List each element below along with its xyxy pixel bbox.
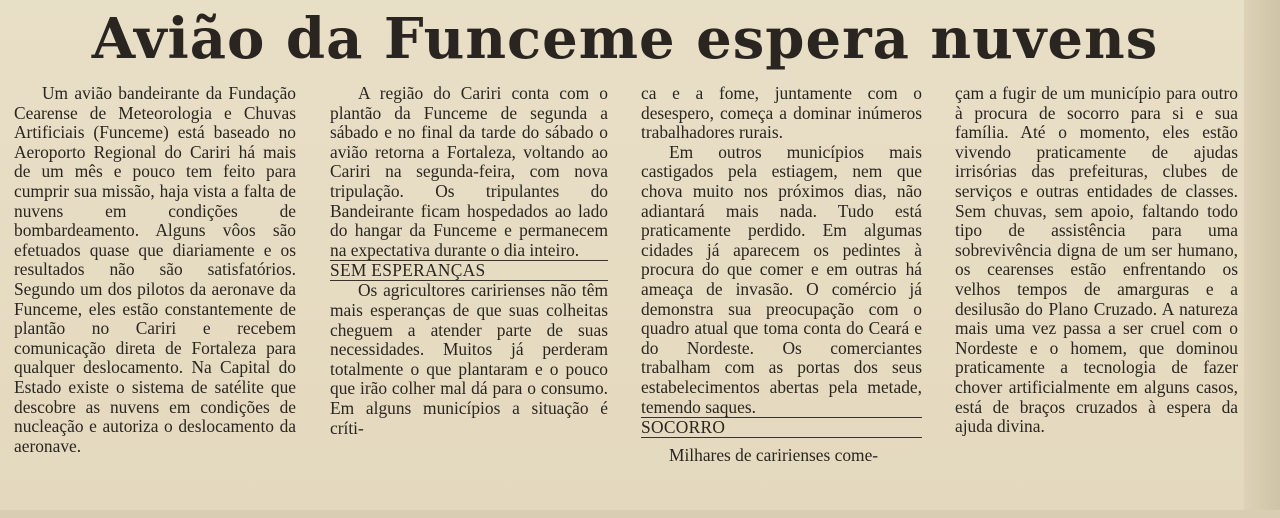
headline: Avião da Funceme espera nuvens	[91, 6, 1159, 72]
article-column-2	[330, 84, 608, 438]
paragraph: Os agricultores caririenses não têm mais esperanças de que suas colheitas cheguem a atender parte de suas necessidades. Muitos já perderam totalmente o que plantaram e o pouco que irão colher mal dá para o consumo. Em alguns municípios a situação é críti-	[330, 280, 608, 438]
paragraph: A região do Cariri conta com o plantão da Funceme de segunda a sábado e no final da tarde do sábado o avião retorna a Fortaleza, voltando ao Cariri na segunda-feira, com nova tripulação. Os tripulantes do Bandeirante ficam hospedados ao lado do hangar da Funceme e permanecem na expectativa durante o dia inteiro.	[330, 83, 608, 260]
paragraph: Um avião bandeirante da Fundação Cearense de Meteorologia e Chuvas Artificiais (Funceme) está baseado no Aeroporto Regional do Cariri há mais de um mês e pouco tem feito para cumprir sua missão, haja vista a falta de nuvens em condições de bombardeamento. Alguns vôos são efetuados quase que diariamente e os resultados não são satisfatórios. Segundo um dos pilotos da aeronave da Funceme, eles estão constantemente de plantão no Cariri e recebem comunicação direta de Fortaleza para qualquer deslocamento. Na Capital do Estado existe o sistema de satélite que descobre as nuvens em condições de nucleação e autoriza o deslocamento da aeronave.	[14, 83, 296, 456]
article-column-4	[955, 84, 1238, 437]
paragraph: çam a fugir de um município para outro à procura de socorro para si e sua família. Até o momento, eles estão vivendo praticamente de ajudas irrisórias das prefeituras, clubes de serviços e outras entidades de classes. Sem chuvas, sem apoio, faltando todo tipo de assistência para uma sobrevivência digna de um ser humano, os cearenses estão enfrentando os velhos tempos de amarguras e a desilusão do Plano Cruzado. A natureza mais uma vez passa a ser cruel com o Nordeste e o homem, que dominou praticamente a tecnologia de fazer chover artificialmente em alguns casos, está de braços cruzados à espera da ajuda divina.	[955, 83, 1238, 437]
section-subhead-socorro: SOCORRO	[641, 417, 922, 438]
page-edge	[1244, 0, 1280, 518]
article-column-1	[14, 84, 296, 456]
page-bottom-edge	[0, 510, 1280, 518]
paragraph: Em outros municípios mais castigados pela estiagem, nem que chova muito nos próximos dias, não adiantará mais nada. Tudo está praticamente perdido. Em algumas cidades já aparecem os pedintes à procura do que comer e em outras há ameaça de invasão. O comércio já demonstra sua preocupação com o quadro atual que toma conta do Ceará e do Nordeste. Os comerciantes trabalham com as portas dos seus estabelecimentos abertas pela metade, temendo saques.	[641, 141, 922, 417]
section-subhead-sem-esperancas: SEM ESPERANÇAS	[330, 260, 608, 281]
paragraph: Milhares de caririenses come-	[669, 445, 879, 466]
paragraph: ca e a fome, juntamente com o desespero, começa a dominar inúmeros trabalhadores rurais.	[641, 83, 922, 143]
article-column-3	[641, 84, 922, 466]
